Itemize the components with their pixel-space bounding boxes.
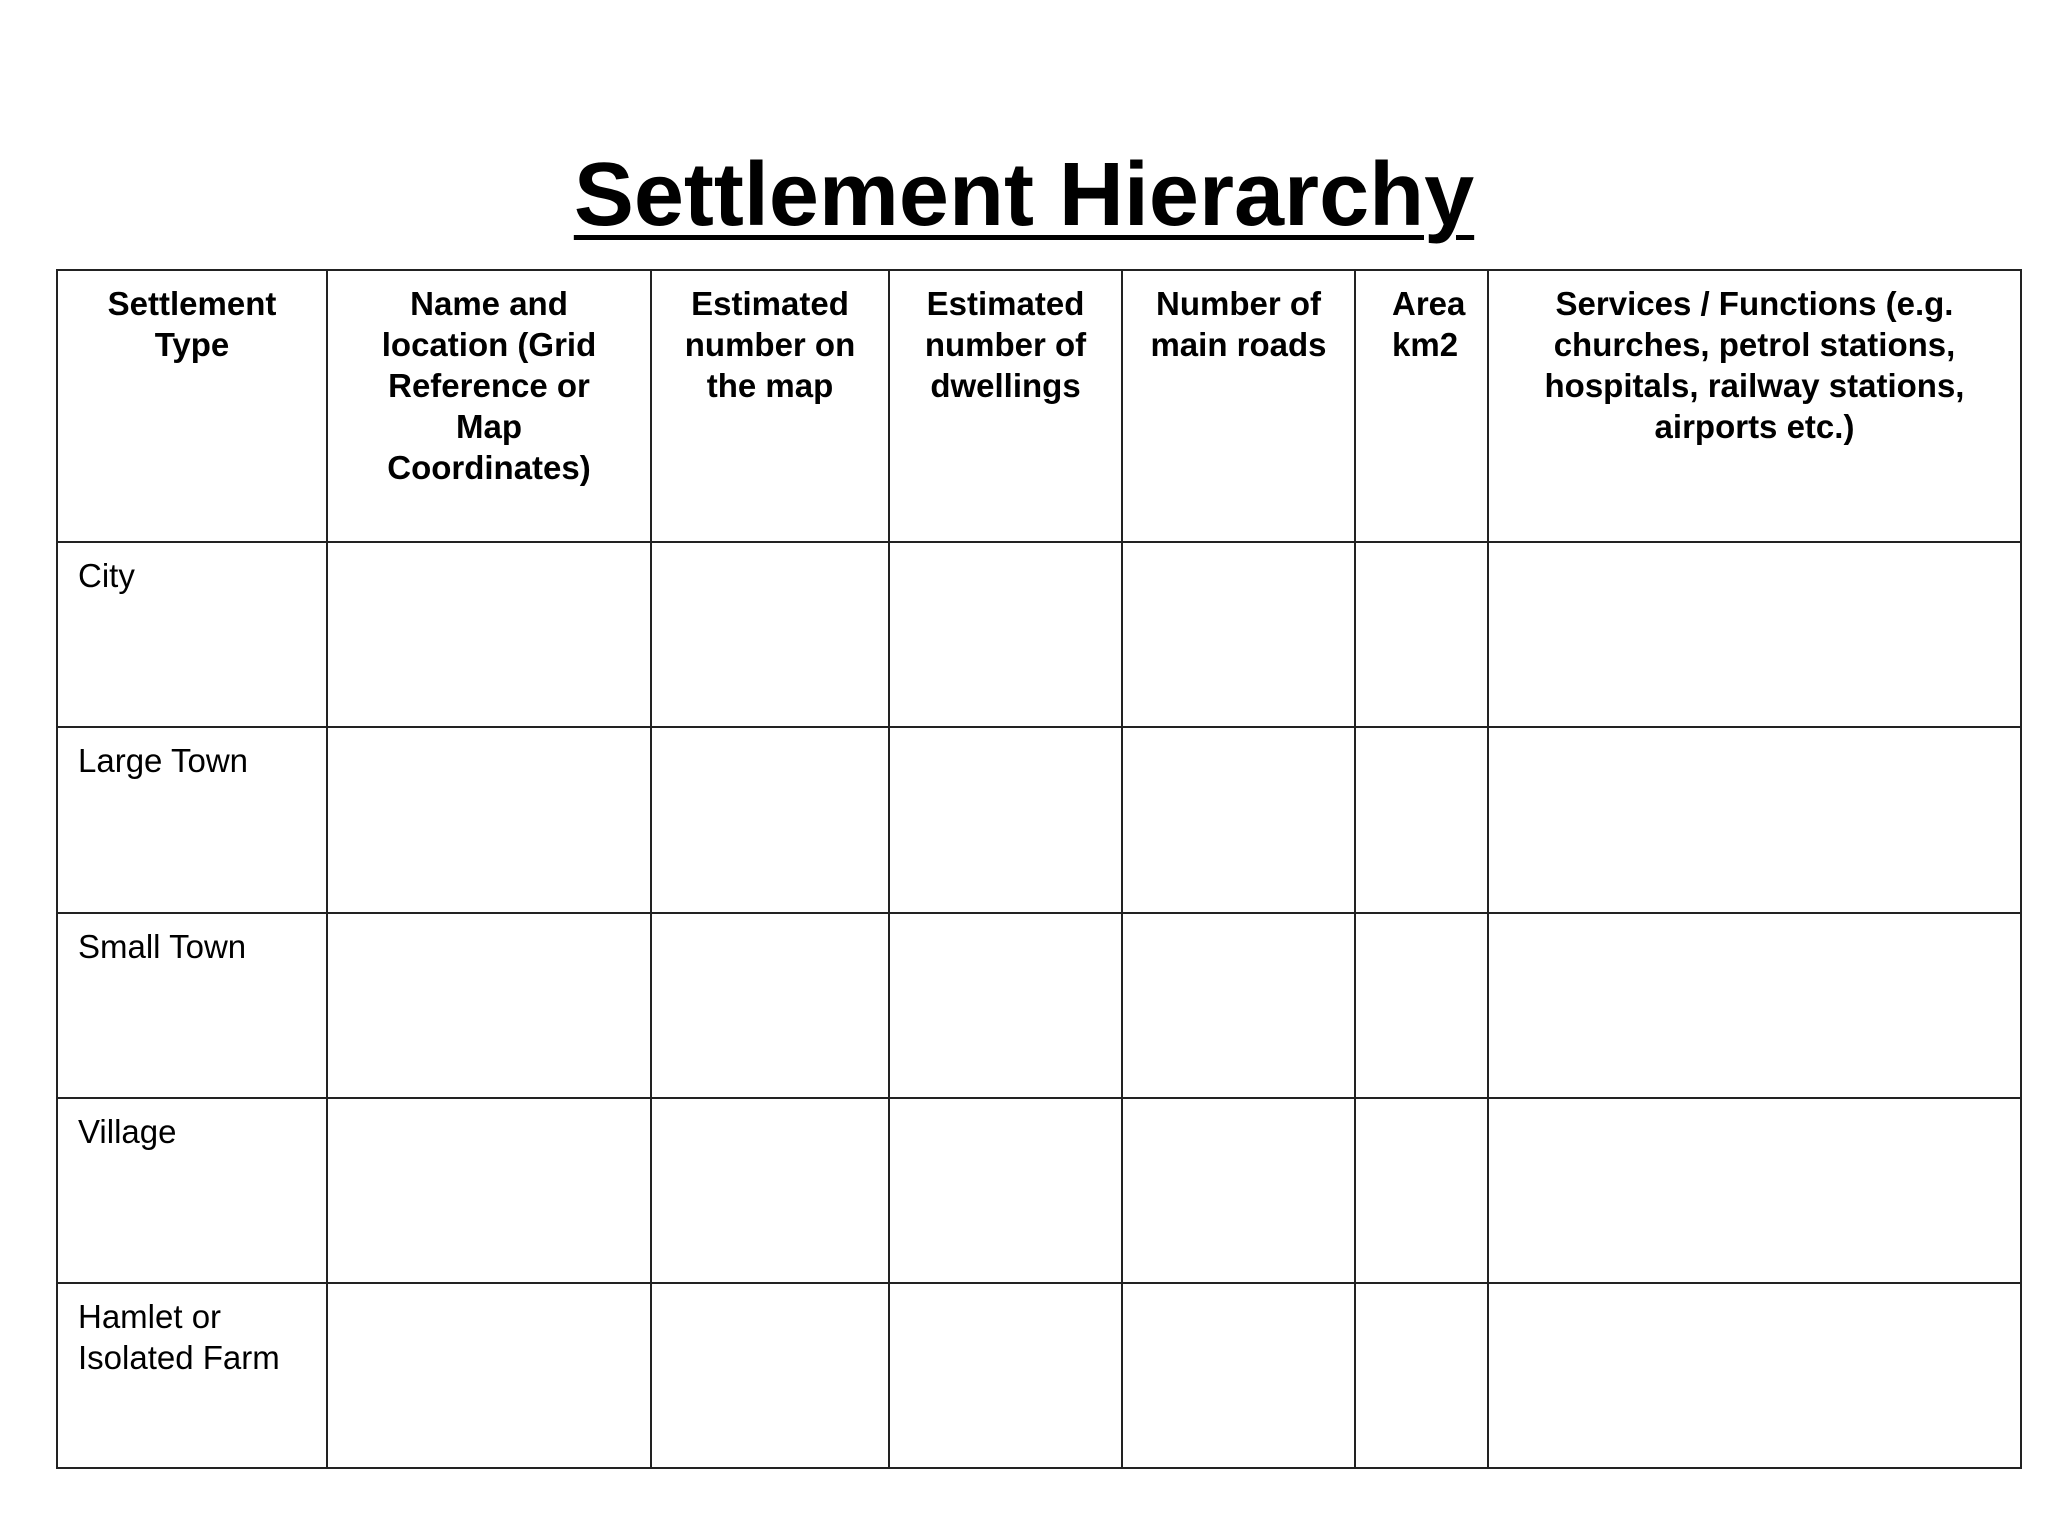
- page-title: Settlement Hierarchy: [573, 145, 1475, 245]
- table-cell[interactable]: [1488, 727, 2021, 912]
- table-cell[interactable]: [889, 727, 1122, 912]
- table-cell[interactable]: [1488, 542, 2021, 727]
- table-cell[interactable]: [651, 913, 889, 1098]
- table-cell[interactable]: [1355, 542, 1488, 727]
- table-cell[interactable]: [651, 1283, 889, 1468]
- table-cell[interactable]: [1488, 1283, 2021, 1468]
- row-label: Large Town: [57, 727, 327, 912]
- table-cell[interactable]: [1122, 913, 1355, 1098]
- column-header-main-roads: Number of main roads: [1122, 270, 1355, 542]
- table-cell[interactable]: [1122, 1283, 1355, 1468]
- table-cell[interactable]: [651, 542, 889, 727]
- column-header-estimated-dwellings: Estimated number of dwellings: [889, 270, 1122, 542]
- table-cell[interactable]: [889, 1098, 1122, 1283]
- table-cell[interactable]: [889, 1283, 1122, 1468]
- column-header-name-location: Name and location (Grid Reference or Map Coordinates): [327, 270, 651, 542]
- table-cell[interactable]: [327, 1283, 651, 1468]
- column-header-settlement-type: Settlement Type: [57, 270, 327, 542]
- table-row: [57, 1098, 2021, 1283]
- table-cell[interactable]: [327, 542, 651, 727]
- settlement-table: [56, 269, 2022, 1469]
- table-cell[interactable]: [1122, 542, 1355, 727]
- table-row: [57, 1283, 2021, 1468]
- column-header-area: Area km2: [1355, 270, 1488, 542]
- table-row: [57, 913, 2021, 1098]
- column-header-estimated-number-map: Estimated number on the map: [651, 270, 889, 542]
- table-cell[interactable]: [889, 913, 1122, 1098]
- table-cell[interactable]: [327, 1098, 651, 1283]
- table-cell[interactable]: [1355, 727, 1488, 912]
- row-label: Small Town: [57, 913, 327, 1098]
- table-cell[interactable]: [1355, 913, 1488, 1098]
- table-cell[interactable]: [1488, 1098, 2021, 1283]
- table-cell[interactable]: [651, 727, 889, 912]
- row-label: City: [57, 542, 327, 727]
- header-row: [57, 270, 2021, 542]
- column-header-services-functions: Services / Functions (e.g. churches, petrol stations, hospitals, railway stations, airports etc.): [1488, 270, 2021, 542]
- table-cell[interactable]: [1488, 913, 2021, 1098]
- row-label: Hamlet or Isolated Farm: [57, 1283, 327, 1468]
- row-label: Village: [57, 1098, 327, 1283]
- table-cell[interactable]: [1355, 1098, 1488, 1283]
- table-cell[interactable]: [1355, 1283, 1488, 1468]
- table-row: [57, 727, 2021, 912]
- table-cell[interactable]: [889, 542, 1122, 727]
- table-cell[interactable]: [327, 727, 651, 912]
- table-row: [57, 542, 2021, 727]
- table-cell[interactable]: [1122, 727, 1355, 912]
- table-cell[interactable]: [327, 913, 651, 1098]
- table-cell[interactable]: [651, 1098, 889, 1283]
- table-cell[interactable]: [1122, 1098, 1355, 1283]
